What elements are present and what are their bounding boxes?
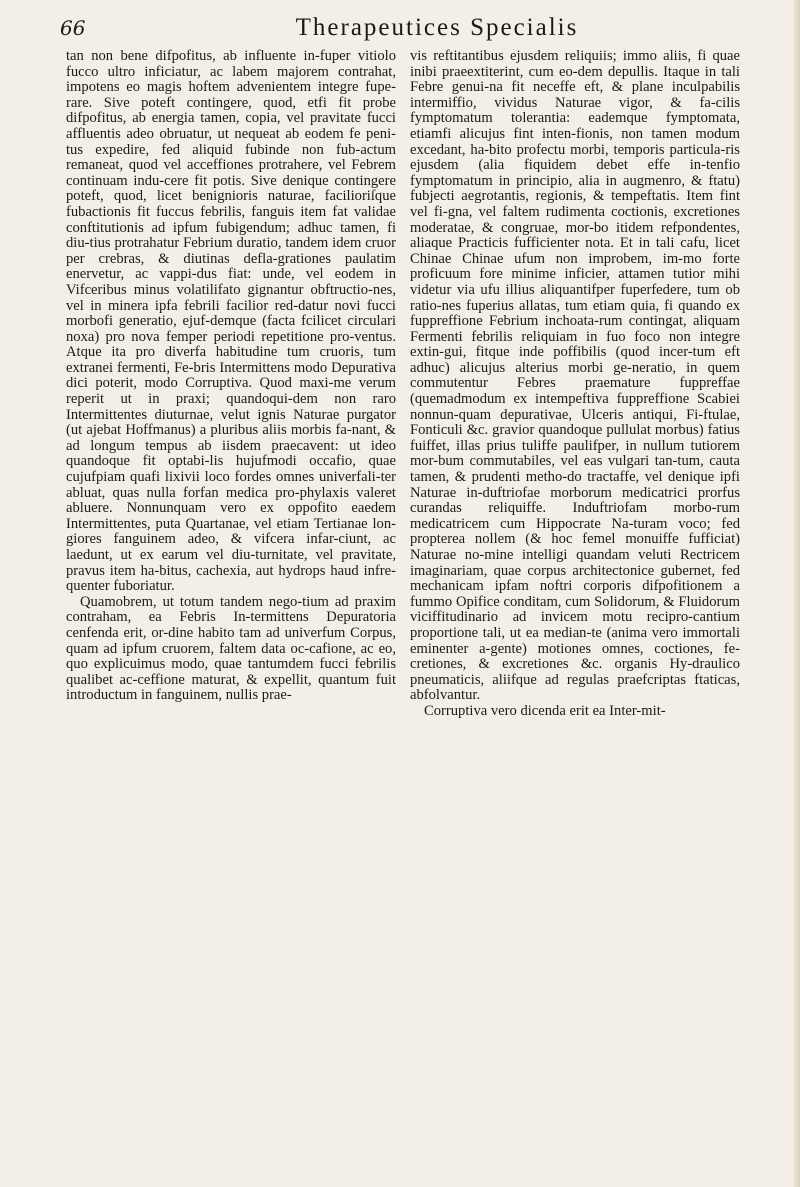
page-header <box>60 14 770 44</box>
left-column <box>66 49 396 704</box>
page-number: 66 <box>60 16 86 40</box>
page-edge-shadow <box>794 0 800 1187</box>
left-paragraph-2: Quamobrem, ut totum tandem nego-tium ad praxim contraham, ea Febris In-termittens Depuratoria cenfenda erit, or-dine habito tam ad univerfum Corpus, quam ad ipfum cruorem, faltem data oc-cafione, ac eo, quo explicuimus modo, quae tantumdem fucci febrilis qualibet ac-ceffione maturat, & expellit, quantum fuit introductum in fanguinem, nullis prae- <box>66 593 396 704</box>
right-paragraph-1: vis reftitantibus ejusdem reliquiis; immo aliis, fi quae inibi praeextiterint, cum eo-dem depullis. Itaque in tali Febre genui-na fit neceffe eft, & plane inculpabilis intermiffio, vividus Naturae vigor, & fa-cilis fymptomatum tolerantia: eademque fymptomata, etiamfi alicujus fint inten-fionis, non tamen modum excedant, ha-bito profectu morbi, temporis particula-ris ejusdem (alia fiquidem debet effe in-tenfio fymptomatum in principio, alia in augmenro, & ftatu) fubjecti aegrotantis, regionis, & tempeftatis. Item fint vel fi-gna, vel faltem rudimenta coctionis, excretiones moderatae, & congruae, mor-bo itidem refpondentes, aliaque Practicis fufficienter nota. Et in tali cafu, licet Chinae Chinae ufum non improbem, im-mo forte proficuum fore minime inficier, attamen tutior mihi videtur via ufu illius aliquantifper fuperfedere, tum ob ratio-nes fuperius allatas, tum etiam quia, fi quando ex fuppreffione Febrium inchoata-rum contingat, aliquam Fermenti febrilis reliquiam in fuo foco non integre extin-gui, fitque inde poffibilis (quod incer-tum eft adhuc) alicujus alterius morbi ge-neratio, in quem commutentur Febres praemature fuppreffae (quemadmodum ex intempeftiva fuppreffione Scabiei nonnun-quam depurativae, Ulceris antiqui, Fi-ftulae, Fonticuli &c. gravior quandoque pullulat morbus) fatius fuiffet, illas prius tuliffe paulifper, in nullum tutiorem mor-bum commutabiles, vel eas vulgari tan-tum, cauta tamen, & prudenti metho-do tractaffe, vel denique ipfi Naturae in-duftriofae morborum medicatrici prorfus curandas reliquiffe. Induftriofam morbo-rum medicatricem cum Hippocrate Na-turam voco; fed propterea nollem (& hoc femel monuiffe fufficiat) Naturae no-mine intelligi quandam veluti Rectricem imaginariam, quae corpus architectonice gubernet, fed mechanicam ipfam noftri corporis difpofitionem a fummo Opifice conditam, cum Solidorum, & Fluidorum viciffitudinario ad invicem motu recipro-cantium proportione tali, ut ea median-te (anima vero immortali eminenter a-gente) motiones omnes, coctiones, fe-cretiones, & excretiones &c. organis Hy-draulico pneumaticis, aliifque ad regulas praefcriptas ftaticas, abfolvantur. <box>410 48 740 704</box>
right-paragraph-2: Corruptiva vero dicenda erit ea Inter-mit- <box>424 702 666 719</box>
right-column <box>410 49 740 720</box>
left-paragraph-1: tan non bene difpofitus, ab influente in-fuper vitiolo fucco ultro inficiatur, ac labem majorem contrahat, impotens eo magis hoftem advenientem integre fupe-rare. Sive poteft contingere, quod, etfi fit probe difpofitus, ab energia tamen, copia, vel pravitate fucci affluentis adeo obruatur, ut nequeat ab eodem fe peni-tus expedire, fed aliquid fubinde non fub-actum remaneat, quod vel acceffiones protrahere, vel Febrem continuam indu-cere fit potis. Sive denique contingere poteft, quod, licet benignioris naturae, facilioriſque fubactionis fit fuccus febrilis, fanguis item fat validae conftitutionis ad ipfum fubigendum; adhuc tamen, fi diu-tius protrahatur Febrium duratio, tandem idem cruor per crebras, & diutinas defla-grationes paulatim enervetur, ac vappi-dus fiat: unde, vel eodem in Vifceribus minus volatilifato gignantur obftructio-nes, vel in minera ipfa febrili facilior red-datur novi fucci morbofi generatio, ejuf-demque (facta fcilicet circulari noxa) pro nova femper periodi repetitione pro-ventus. Atque ita pro diverfa habitudine tum cruoris, tum extranei fermenti, Fe-bris Intermittens modo Depurativa dici poterit, modo Corruptiva. Quod maxi-me verum reperit ut in praxi; quandoqui-dem non raro Intermittentes diuturnae, velut ignis Naturae purgator (ut ajebat Hoffmanus) a pluribus aliis morbis fa-nant, & ad longum tempus ab iisdem praecavent: ut ideo quandoque fit optabi-lis hujufmodi occafio, quae cujufpiam quafi lixivii loco fordes omnes univerfali-ter abluat, quas nulla forfan medica pro-phylaxis valeret abluere. Nonnunquam vero ex oppofito eaedem Intermittentes, puta Quartanae, vel etiam Tertianae lon-giores fanguinem adeo, & vifcera infar-ciunt, ac laedunt, ut ex earum vel diu-turnitate, vel pravitate, pravus item ha-bitus, cachexia, aut hydrops haud infre-quenter fuboriatur. <box>66 48 396 595</box>
running-head: Therapeutices Specialis <box>295 14 579 41</box>
